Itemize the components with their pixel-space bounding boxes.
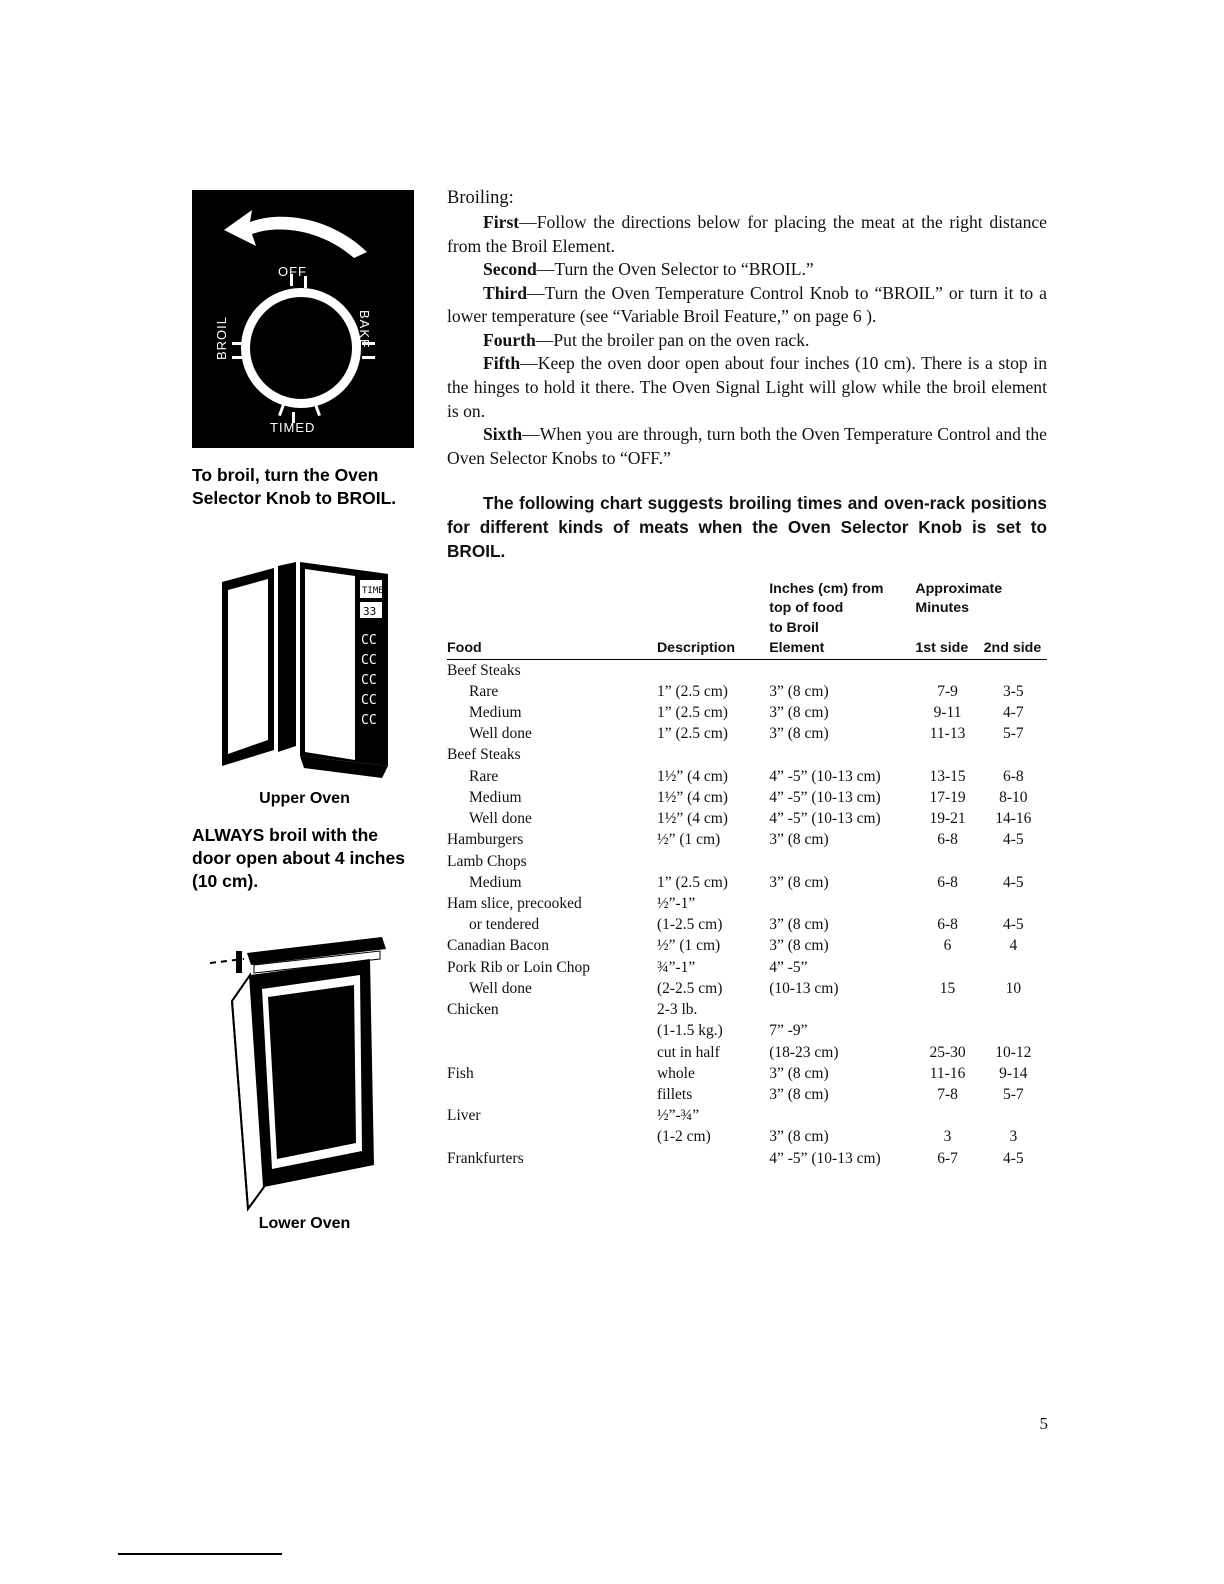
cell-food: Rare (469, 767, 499, 785)
cell-first-side: 11-16 (929, 1064, 966, 1082)
cell-second-side (984, 957, 1047, 978)
cell-distance: 4” -5” (10-13 cm) (769, 810, 881, 828)
cell-first-side: 15 (939, 979, 956, 997)
cell-second-side: 4-5 (1003, 873, 1024, 891)
cell-distance: 3” (8 cm) (769, 725, 829, 743)
table-row (447, 702, 1047, 723)
bottom-rule (118, 1553, 282, 1555)
cell-distance: 4” -5” (10-13 cm) (769, 1149, 881, 1167)
cell-food: Chicken (447, 1001, 499, 1019)
spacer-cell (915, 620, 983, 640)
knob-tick (278, 404, 285, 416)
table-row (447, 935, 1047, 956)
svg-text:CC: CC (361, 713, 377, 729)
upper-oven-caption: Upper Oven (259, 790, 350, 808)
upper-oven-figure (192, 560, 417, 790)
cell-food: Well done (469, 810, 532, 828)
cell-distance: 3” (8 cm) (769, 873, 829, 891)
table-row (447, 914, 1047, 935)
table-row (447, 1148, 1047, 1169)
cell-description: 2-3 lb. (656, 1001, 698, 1019)
table-row (447, 978, 1047, 999)
cell-description: ½” (1 cm) (656, 831, 721, 849)
cell-second-side: 5-7 (1003, 1085, 1024, 1103)
svg-text:33: 33 (363, 605, 377, 619)
cell-second-side: 8-10 (999, 788, 1028, 806)
cell-food: or tendered (469, 916, 540, 934)
table-row (447, 1042, 1047, 1063)
cell-first-side: 6-7 (937, 1149, 958, 1167)
page-number: 5 (1039, 1414, 1048, 1433)
header-first-side: 1st side (915, 640, 983, 659)
cell-first-side: 19-21 (929, 810, 966, 828)
cell-distance (769, 999, 915, 1020)
cell-second-side: 14-16 (995, 810, 1032, 828)
cell-second-side: 4-5 (1003, 916, 1024, 934)
cell-first-side (915, 1020, 983, 1041)
header-food: Food (447, 640, 657, 659)
step-label: Second (483, 259, 537, 280)
cell-distance: (10-13 cm) (769, 979, 839, 997)
cell-distance: 3” (8 cm) (769, 704, 829, 722)
knob-dial-ring (241, 288, 361, 408)
step-label: Fifth (483, 353, 521, 374)
cell-first-side: 11-13 (929, 725, 966, 743)
cell-distance (769, 744, 915, 765)
broiling-heading: Broiling: (447, 188, 514, 208)
svg-text:CC: CC (361, 653, 377, 669)
cell-description: ½”-¾” (656, 1107, 700, 1125)
distance-header-line3: to Broil (769, 620, 819, 637)
spacer-cell (657, 620, 769, 640)
table-row (447, 1084, 1047, 1105)
cell-second-side (984, 659, 1047, 681)
spacer-cell (447, 600, 657, 620)
cell-food (447, 1126, 657, 1147)
table-row (447, 957, 1047, 978)
step-text: —Turn the Oven Temperature Control Knob to “BROIL” or turn it to a lower temperature (see “Variable Broil Feature,” on page 6 ). (447, 282, 1047, 327)
cell-food: Beef Steaks (447, 746, 521, 764)
cell-first-side: 6 (943, 937, 952, 955)
cell-first-side: 25-30 (929, 1043, 966, 1061)
table-row (447, 999, 1047, 1020)
cell-distance: 3” (8 cm) (769, 916, 829, 934)
table-row (447, 1063, 1047, 1084)
cell-second-side: 10-12 (995, 1043, 1032, 1061)
cell-description: ½” (1 cm) (656, 937, 721, 955)
cell-description: cut in half (656, 1043, 720, 1061)
knob-tick (362, 356, 375, 359)
broiling-step (447, 423, 1047, 470)
cell-first-side: 9-11 (933, 704, 962, 722)
table-row (447, 851, 1047, 872)
table-row (447, 893, 1047, 914)
cell-description: fillets (656, 1085, 693, 1103)
spacer-cell (657, 581, 769, 601)
cell-food (447, 1084, 657, 1105)
cell-second-side: 9-14 (999, 1064, 1028, 1082)
broiling-step (447, 282, 1047, 329)
cell-food: Rare (469, 682, 499, 700)
cell-distance (769, 893, 915, 914)
svg-text:CC: CC (361, 633, 377, 649)
cell-first-side: 7-8 (937, 1085, 958, 1103)
cell-first-side: 3 (943, 1128, 952, 1146)
svg-text:TIME: TIME (362, 586, 384, 597)
cell-food: Ham slice, precooked (447, 894, 582, 912)
left-figure-column (192, 190, 417, 1233)
cell-food (447, 1042, 657, 1063)
cell-first-side (915, 999, 983, 1020)
broiling-step (447, 211, 1047, 258)
step-label: Third (483, 282, 528, 303)
cell-distance: 7” -9” (769, 1022, 808, 1040)
cell-description (657, 659, 769, 681)
step-text: —Turn the Oven Selector to “BROIL.” (536, 259, 814, 280)
cell-food: Lamb Chops (447, 852, 527, 870)
table-row (447, 744, 1047, 765)
cell-second-side (984, 893, 1047, 914)
cell-distance: 3” (8 cm) (769, 937, 829, 955)
cell-first-side: 7-9 (937, 682, 958, 700)
cell-second-side: 4-5 (1003, 1149, 1024, 1167)
broiling-chart-table (447, 581, 1047, 1169)
spacer-cell (657, 600, 769, 620)
cell-distance: 3” (8 cm) (769, 1085, 829, 1103)
knob-label-bake: BAKE (357, 310, 372, 349)
table-row (447, 829, 1047, 850)
cell-description: ½”-1” (656, 894, 696, 912)
cell-first-side: 13-15 (929, 767, 966, 785)
cell-description: 1” (2.5 cm) (656, 725, 728, 743)
knob-tick (232, 342, 245, 345)
oven-selector-knob-figure (192, 190, 414, 448)
cell-second-side (984, 1105, 1047, 1126)
right-text-column (447, 188, 1047, 1169)
cell-second-side: 6-8 (1003, 767, 1024, 785)
table-row (447, 681, 1047, 702)
cell-food: Medium (469, 788, 522, 806)
cell-food: Canadian Bacon (447, 937, 550, 955)
minutes-group-header-line2: Minutes (915, 600, 969, 617)
cell-distance (769, 659, 915, 681)
cell-description: 1½” (4 cm) (656, 810, 728, 828)
header-second-side: 2nd side (984, 640, 1047, 659)
svg-text:CC: CC (361, 673, 377, 689)
cell-food: Medium (469, 704, 522, 722)
table-header-row (447, 640, 1047, 659)
cell-food: Fish (447, 1064, 474, 1082)
cell-second-side: 4 (1009, 937, 1018, 955)
knob-label-timed: TIMED (270, 420, 316, 435)
cell-first-side (915, 957, 983, 978)
cell-first-side: 17-19 (929, 788, 966, 806)
cell-food: Frankfurters (447, 1149, 524, 1167)
distance-header-line1: Inches (cm) from (769, 580, 884, 597)
cell-distance: 3” (8 cm) (769, 831, 829, 849)
cell-description (657, 1148, 769, 1169)
svg-text:CC: CC (361, 693, 377, 709)
cell-second-side: 3-5 (1003, 682, 1024, 700)
table-row (447, 1126, 1047, 1147)
broil-door-warning: ALWAYS broil with the door open about 4 inches (10 cm). (192, 825, 405, 892)
table-row (447, 766, 1047, 787)
spacer-cell (984, 620, 1047, 640)
cell-second-side: 4-7 (1003, 704, 1024, 722)
table-row (447, 1020, 1047, 1041)
cell-distance: 4” -5” (10-13 cm) (769, 767, 881, 785)
table-row (447, 808, 1047, 829)
table-row (447, 787, 1047, 808)
cell-description: 1½” (4 cm) (656, 767, 728, 785)
cell-description: 1½” (4 cm) (656, 788, 728, 806)
step-text: —When you are through, turn both the Oven Temperature Control and the Oven Selector Knobs to “OFF.” (447, 424, 1047, 468)
step-text: —Put the broiler pan on the oven rack. (535, 329, 810, 350)
cell-food: Beef Steaks (447, 661, 521, 679)
lower-oven-figure (192, 915, 417, 1215)
broiling-step (447, 352, 1047, 423)
distance-header-line2: top of food (769, 600, 844, 617)
table-row (447, 1105, 1047, 1126)
minutes-group-header-line1: Approximate (915, 580, 1003, 597)
table-row (447, 872, 1047, 893)
cell-second-side: 3 (1009, 1128, 1018, 1146)
table-header-group-row (447, 581, 1047, 601)
step-text: —Follow the directions below for placing the meat at the right distance from the Broil Element. (447, 212, 1047, 256)
table-row (447, 659, 1047, 681)
cell-distance: (18-23 cm) (769, 1043, 839, 1061)
cell-first-side: 6-8 (937, 873, 958, 891)
cell-distance (769, 1105, 915, 1126)
cell-first-side: 6-8 (937, 831, 958, 849)
cell-distance: 3” (8 cm) (769, 682, 829, 700)
cell-description: 1” (2.5 cm) (656, 873, 728, 891)
cell-food: Medium (469, 873, 522, 891)
cell-first-side (915, 851, 983, 872)
table-row (447, 723, 1047, 744)
step-label: Fourth (483, 329, 536, 350)
cell-second-side: 5-7 (1003, 725, 1024, 743)
cell-description: ¾”-1” (656, 958, 696, 976)
cell-description: 1” (2.5 cm) (656, 682, 728, 700)
cell-second-side (984, 851, 1047, 872)
cell-description: (1-2 cm) (656, 1128, 711, 1146)
spacer-cell (447, 581, 657, 601)
knob-tick (314, 404, 321, 416)
cell-food: Pork Rib or Loin Chop (447, 958, 590, 976)
broiling-step (447, 329, 1047, 353)
cell-food: Well done (469, 979, 532, 997)
table-header-group-row-3 (447, 620, 1047, 640)
cell-first-side: 6-8 (937, 916, 958, 934)
cell-second-side: 10 (1005, 979, 1022, 997)
cell-distance: 3” (8 cm) (769, 1064, 829, 1082)
cell-second-side (984, 999, 1047, 1020)
cell-first-side (915, 893, 983, 914)
cell-description (657, 851, 769, 872)
cell-description (657, 744, 769, 765)
knob-label-broil: BROIL (214, 315, 229, 360)
cell-first-side (915, 1105, 983, 1126)
cell-distance: 3” (8 cm) (769, 1128, 829, 1146)
knob-label-off: OFF (278, 264, 307, 279)
rotate-arrow-icon (222, 208, 372, 260)
spacer-cell (447, 620, 657, 640)
knob-tick (232, 356, 245, 359)
table-body (447, 659, 1047, 1169)
cell-distance (769, 851, 915, 872)
cell-food: Hamburgers (447, 831, 524, 849)
cell-description: 1” (2.5 cm) (656, 704, 728, 722)
cell-description: (1-2.5 cm) (656, 916, 723, 934)
knob-figure-caption: To broil, turn the Oven Selector Knob to BROIL. (192, 465, 397, 509)
cell-food: Liver (447, 1107, 481, 1125)
chart-intro-text: The following chart suggests broiling times and oven-rack positions for different kinds of meats when the Oven Selector Knob is set to BROIL. (447, 493, 1047, 561)
cell-description: (1-1.5 kg.) (656, 1022, 723, 1040)
cell-second-side (984, 1020, 1047, 1041)
step-label: First (483, 212, 520, 232)
cell-distance: 4” -5” (10-13 cm) (769, 788, 881, 806)
cell-first-side (915, 659, 983, 681)
cell-distance: 4” -5” (769, 958, 808, 976)
cell-second-side (984, 744, 1047, 765)
cell-first-side (915, 744, 983, 765)
step-label: Sixth (483, 424, 523, 445)
broiling-step (447, 258, 1047, 282)
chart-intro (447, 492, 1047, 563)
cell-description: (2-2.5 cm) (656, 979, 723, 997)
header-description: Description (657, 640, 769, 659)
cell-food (447, 1020, 657, 1041)
header-distance-line4: Element (769, 640, 915, 659)
table-header-group-row-2 (447, 600, 1047, 620)
step-text: —Keep the oven door open about four inches (10 cm). There is a stop in the hinges to hold it there. The Oven Signal Light will glow while the broil element is on. (447, 353, 1047, 421)
lower-oven-caption: Lower Oven (258, 1215, 351, 1233)
cell-second-side: 4-5 (1003, 831, 1024, 849)
cell-description: whole (656, 1064, 695, 1082)
cell-food: Well done (469, 725, 532, 743)
